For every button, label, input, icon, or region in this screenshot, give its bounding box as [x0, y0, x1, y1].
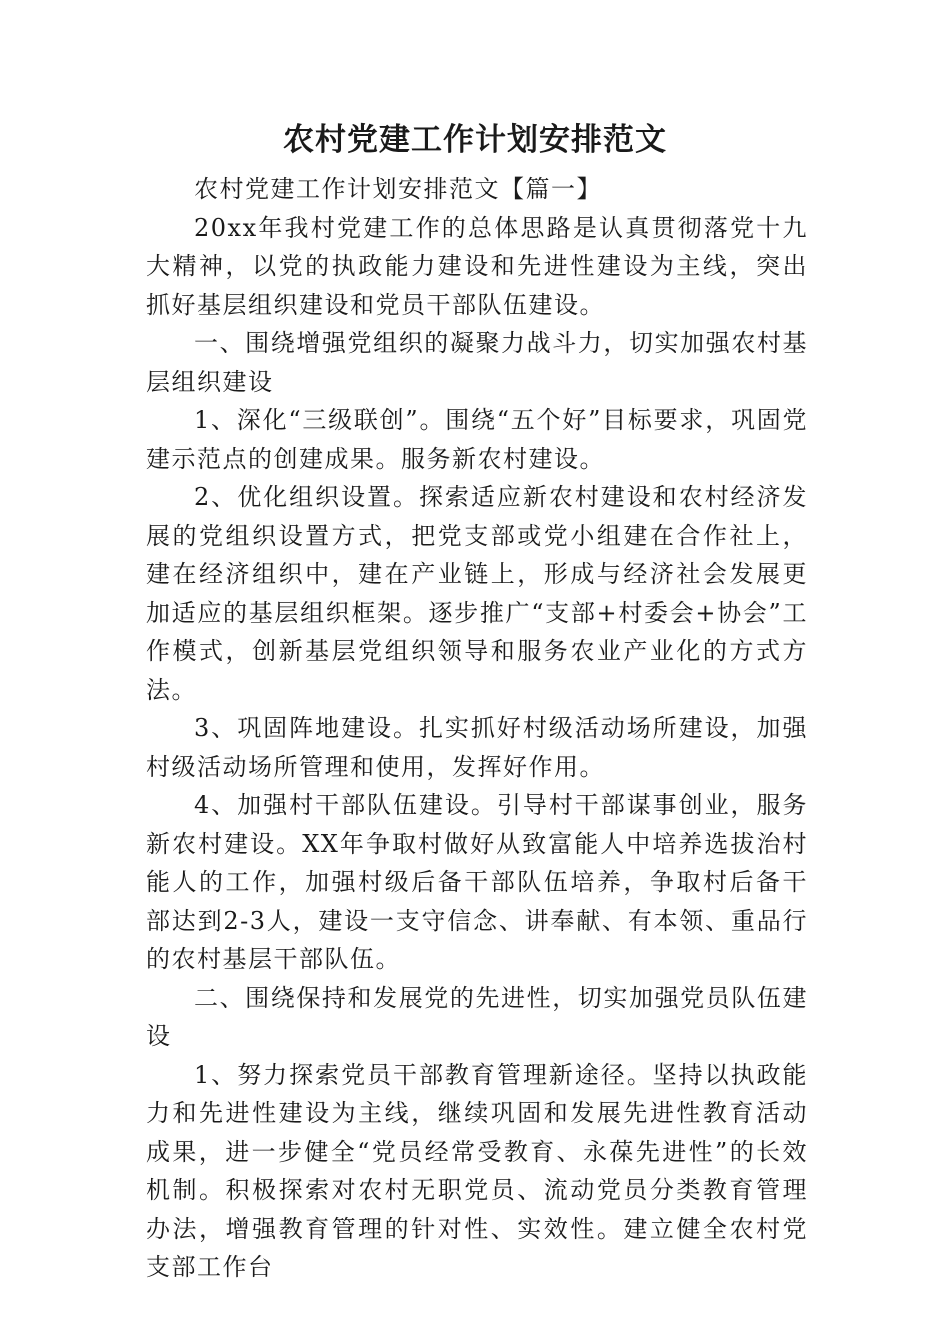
document-title: 农村党建工作计划安排范文: [283, 122, 667, 158]
paragraph-item-2-1: 1、努力探索党员干部教育管理新途径。坚持以执政能力和先进性建设为主线，继续巩固和发展先进性教育活动成果，进一步健全“党员经常受教育、永葆先进性”的长效机制。积极探索对农村无职党员、流动党员分类教育管理办法，增强教育管理的针对性、实效性。建立健全农村党支部工作台: [146, 1060, 808, 1281]
paragraph-item-1-2: 2、优化组织设置。探索适应新农村建设和农村经济发展的党组织设置方式，把党支部或党小组建在合作社上，建在经济组织中，建在产业链上，形成与经济社会发展更加适应的基层组织框架。逐步推广“支部+村委会+协会”工作模式，创新基层党组织领导和服务农业产业化的方式方法。: [146, 483, 808, 704]
document-body: [146, 170, 808, 1287]
paragraph-item-1-3: 3、巩固阵地建设。扎实抓好村级活动场所建设，加强村级活动场所管理和使用，发挥好作用。: [146, 714, 808, 781]
paragraph-heading-part-one: 农村党建工作计划安排范文【篇一】: [194, 175, 602, 203]
paragraph-item-1-1: 1、深化“三级联创”。围绕“五个好”目标要求，巩固党建示范点的创建成果。服务新农村建设。: [146, 406, 808, 473]
paragraph-overall-approach: 20xx年我村党建工作的总体思路是认真贯彻落党十九大精神，以党的执政能力建设和先进性建设为主线，突出抓好基层组织建设和党员干部队伍建设。: [146, 213, 808, 319]
section-heading-2: 二、围绕保持和发展党的先进性，切实加强党员队伍建设: [146, 983, 808, 1050]
paragraph-item-1-4: 4、加强村干部队伍建设。引导村干部谋事创业，服务新农村建设。XX年争取村做好从致富能人中培养选拔治村能人的工作，加强村级后备干部队伍培养，争取村后备干部达到2-3人，建设一支守信念、讲奉献、有本领、重品行的农村基层干部队伍。: [146, 791, 808, 973]
section-heading-1: 一、围绕增强党组织的凝聚力战斗力，切实加强农村基层组织建设: [146, 329, 808, 396]
